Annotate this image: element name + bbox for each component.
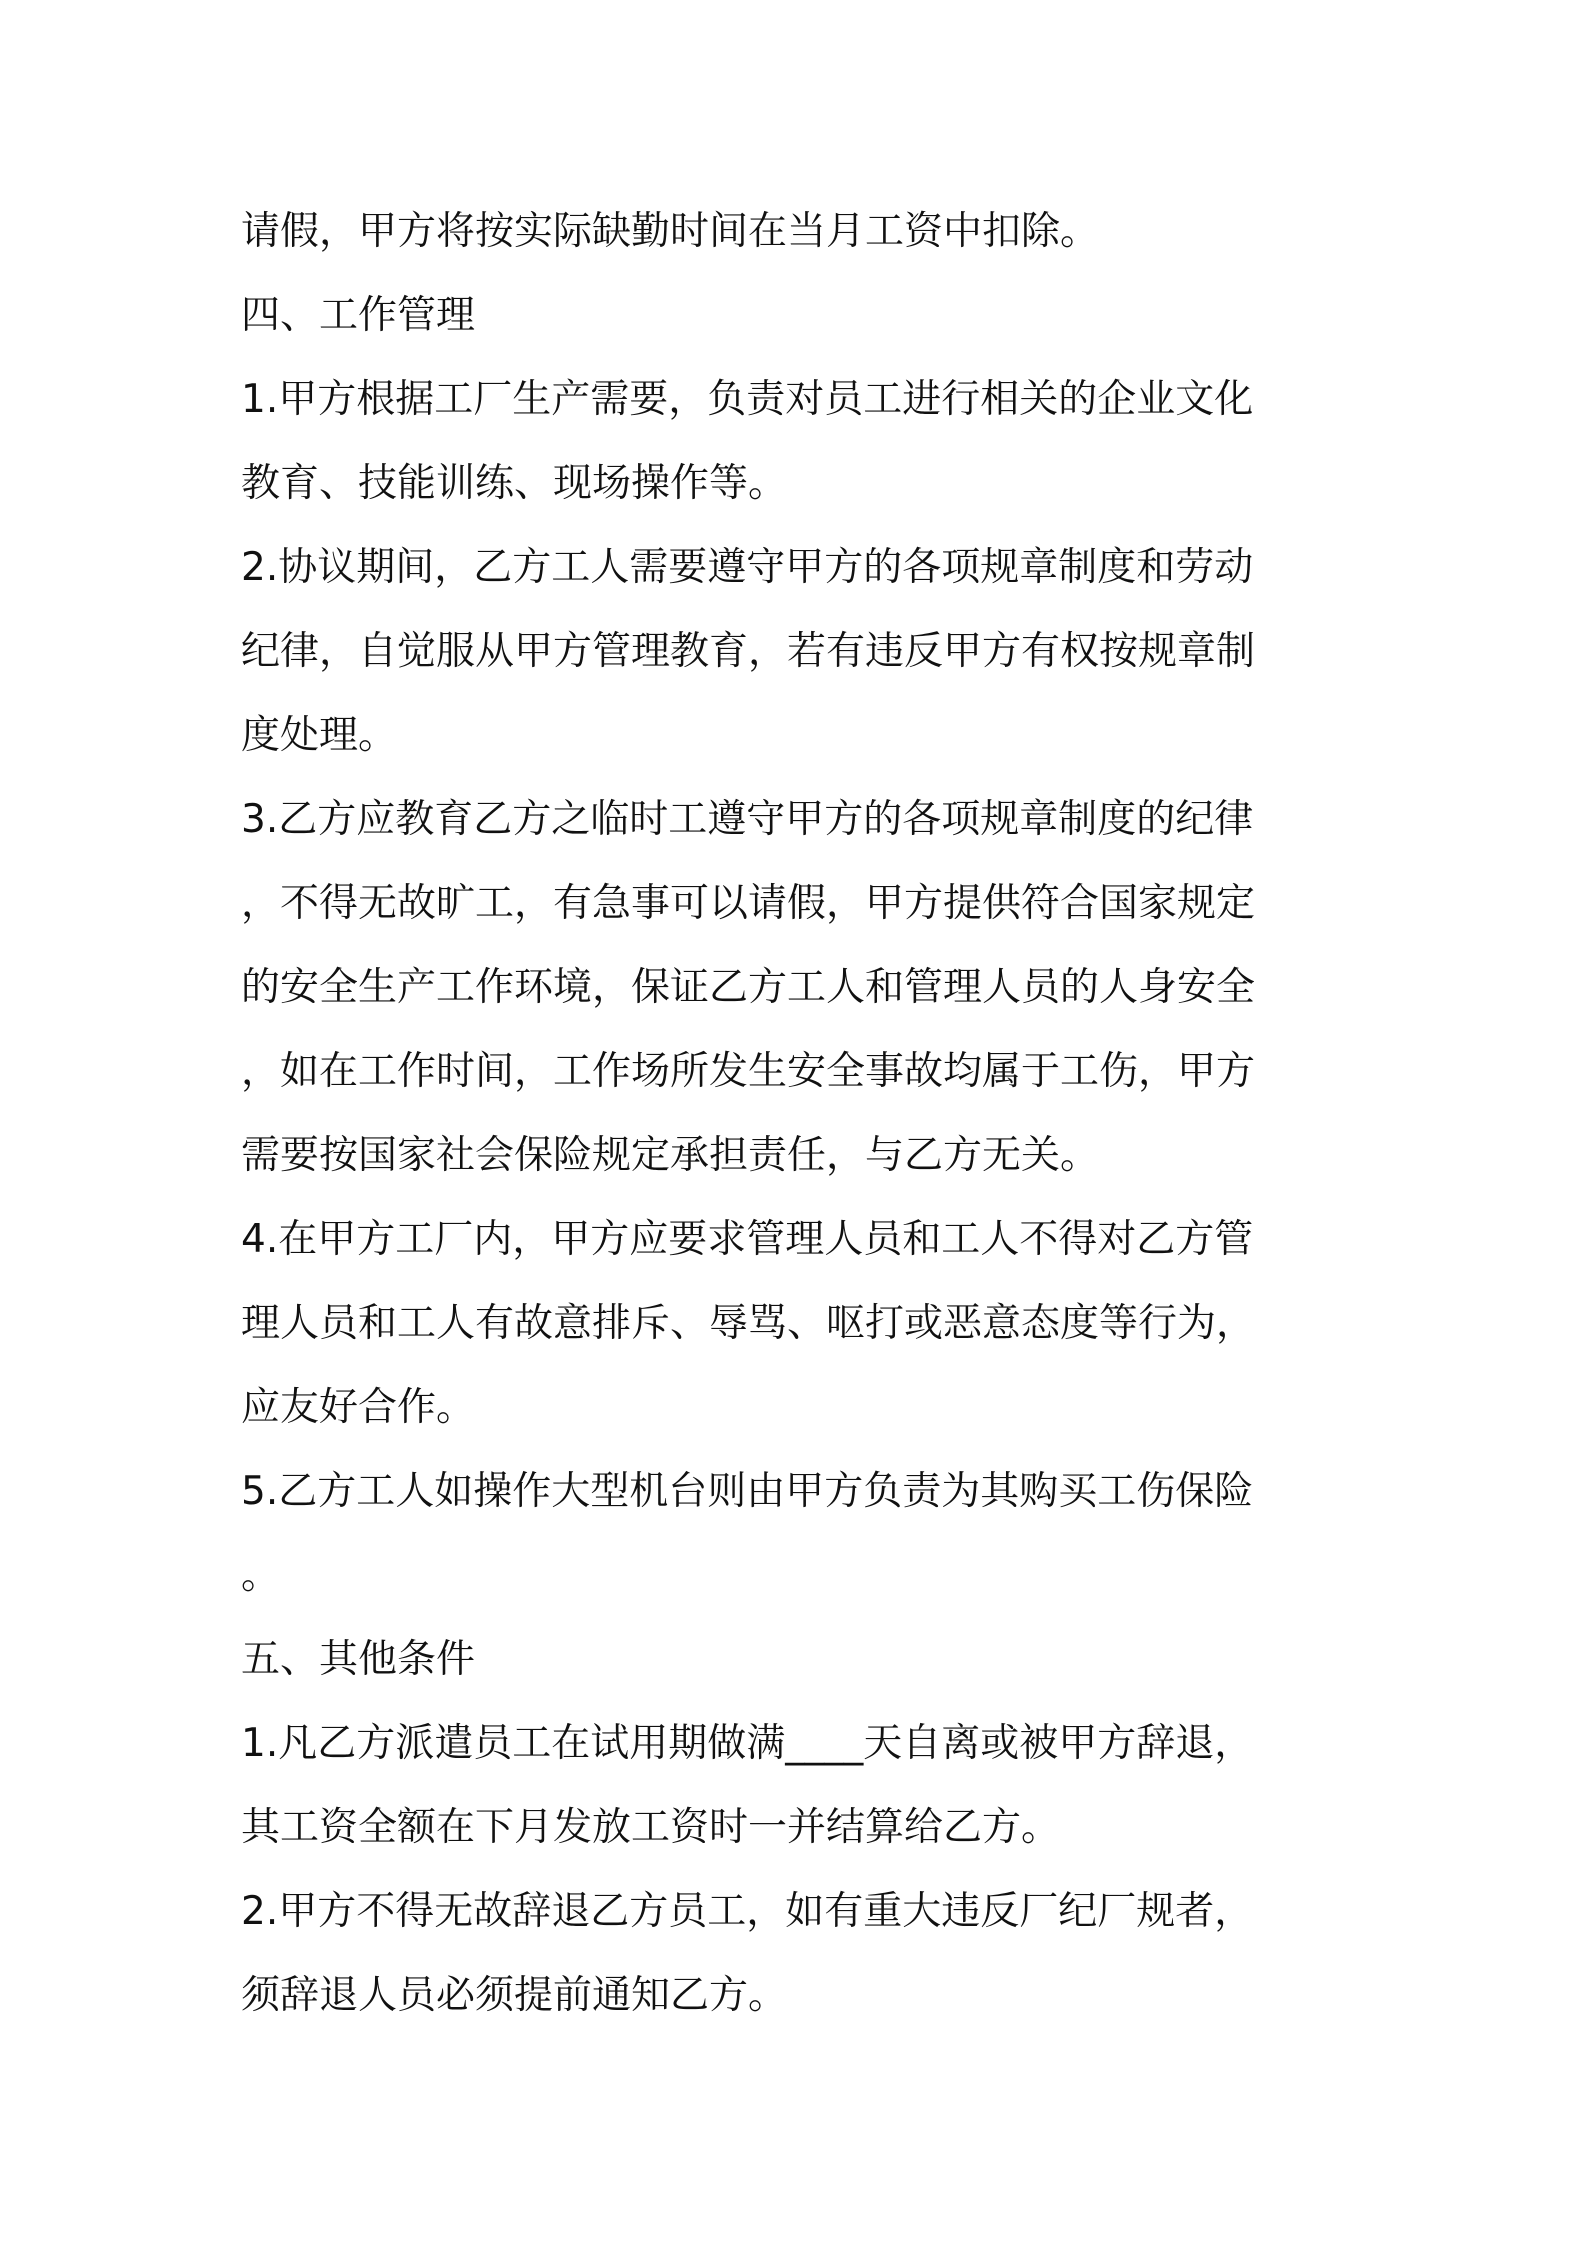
text-line: 5.乙方工人如操作大型机台则由甲方负责为其购买工伤保险 — [241, 1469, 1254, 1514]
text-line: 2.甲方不得无故辞退乙方员工，如有重大违反厂纪厂规者， — [241, 1889, 1254, 1934]
text-line: ，如在工作时间，工作场所发生安全事故均属于工伤，甲方 — [241, 1049, 1256, 1094]
text-line: 度处理。 — [241, 713, 398, 758]
text-line: 应友好合作。 — [241, 1385, 476, 1430]
text-line: 1.凡乙方派遣员工在试用期做满____天自离或被甲方辞退， — [241, 1721, 1254, 1766]
text-line: 理人员和工人有故意排斥、辱骂、呕打或恶意态度等行为， — [241, 1301, 1256, 1346]
text-line: 请假，甲方将按实际缺勤时间在当月工资中扣除。 — [241, 209, 1100, 254]
text-line: 3.乙方应教育乙方之临时工遵守甲方的各项规章制度的纪律 — [241, 797, 1254, 842]
text-line: 的安全生产工作环境，保证乙方工人和管理人员的人身安全 — [241, 965, 1256, 1010]
section-heading-work-management: 四、工作管理 — [241, 293, 476, 338]
text-line: 4.在甲方工厂内，甲方应要求管理人员和工人不得对乙方管 — [241, 1217, 1254, 1262]
text-line: ，不得无故旷工，有急事可以请假，甲方提供符合国家规定 — [241, 881, 1256, 926]
text-line: 1.甲方根据工厂生产需要，负责对员工进行相关的企业文化 — [241, 377, 1254, 422]
document-body — [241, 190, 1361, 2038]
text-line: 2.协议期间，乙方工人需要遵守甲方的各项规章制度和劳动 — [241, 545, 1254, 590]
text-line: 教育、技能训练、现场操作等。 — [241, 461, 788, 506]
text-line: 其工资全额在下月发放工资时一并结算给乙方。 — [241, 1805, 1061, 1850]
text-line: 纪律，自觉服从甲方管理教育，若有违反甲方有权按规章制 — [241, 629, 1256, 674]
text-line: 。 — [241, 1553, 281, 1598]
text-line: 须辞退人员必须提前通知乙方。 — [241, 1973, 788, 2018]
section-heading-other-conditions: 五、其他条件 — [241, 1637, 476, 1682]
text-line: 需要按国家社会保险规定承担责任，与乙方无关。 — [241, 1133, 1100, 1178]
